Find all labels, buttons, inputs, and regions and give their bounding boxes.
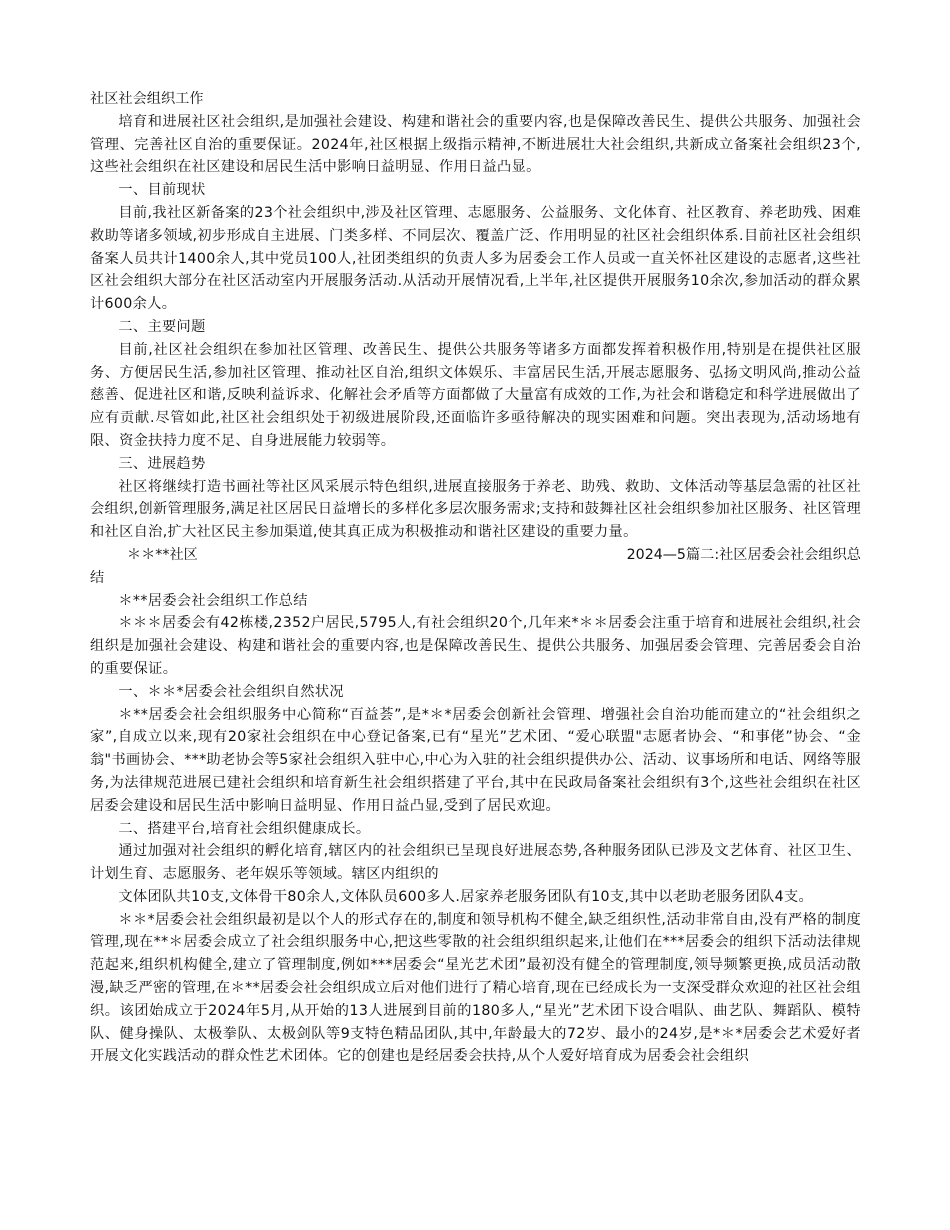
signature-org: ＊＊**社区 xyxy=(126,546,198,563)
section-heading-platform: 二、搭建平台,培育社会组织健康成长。 xyxy=(118,820,371,837)
trends-paragraph: 社区将继续打造书画社等社区风采展示特色组织,进展直接服务于养老、助残、救助、文体活动等基层急需的社区社会组织,创新管理服务,满足社区居民日益增长的多样化多层次服务需求;支持和鼓舞社区社会组织参加社区服务、社区管理和社区自治,扩大社区民主参加渠道,使其真正成为积极推动和谐社区建设的重要力量。 xyxy=(90,478,861,541)
section-heading-problems: 二、主要问题 xyxy=(118,318,206,335)
art-troupe-paragraph: ＊＊*居委会社会组织最初是以个人的形式存在的,制度和领导机构不健全,缺乏组织性,活动非常自由,没有严格的制度管理,现在**＊居委会成立了社会组织服务中心,把这些零散的社会组织组织起来,让他们在***居委会的组织下活动法律规范起来,组织机构健全,建立了管理制度,例如***居委会“星光艺术团”最初没有健全的管理制度,领导频繁更换,成员活动散漫,缺乏严密的管理,在＊**居委会社会组织成立后对他们进行了精心培育,现在已经成长为一支深受群众欢迎的社区社会组织。该团始成立于2024年5月,从开始的13人进展到目前的180多人,“星光”艺术团下设合唱队、曲艺队、舞蹈队、模特队、健身操队、太极拳队、太极剑队等9支特色精品团队,其中,年龄最大的72岁、最小的24岁,是*＊*居委会艺术爱好者开展文化实践活动的群众性艺术团体。它的创建也是经居委会扶持,从个人爱好培育成为居委会社会组织 xyxy=(90,911,861,1065)
document-title: 社区社会组织工作 xyxy=(90,91,204,107)
problems-paragraph: 目前,社区社会组织在参加社区管理、改善民生、提供公共服务等诸多方面都发挥着积极作用,特别是在提供社区服务、方便居民生活,参加社区管理、推动社区自治,组织文体娱乐、丰富居民生活,开展志愿服务、弘扬文明风尚,推动公益慈善、促进社区和谐,反映利益诉求、化解社会矛盾等方面都做了大量富有成效的工作,为社会和谐稳定和科学进展做出了应有贡献.尽管如此,社区社会组织处于初级进展阶段,还面临许多亟待解决的现实困难和问题。突出表现为,活动场地有限、资金扶持力度不足、自身进展能力较弱等。 xyxy=(90,341,861,449)
section-heading-natural-status: 一、＊＊*居委会社会组织自然状况 xyxy=(118,683,344,700)
status-paragraph: 目前,我社区新备案的23个社会组织中,涉及社区管理、志愿服务、公益服务、文化体育、社区教育、养老助残、困难救助等诸多领域,初步形成自主进展、门类多样、不同层次、覆盖广泛、作用明显的社区社会组织体系.目前社区社会组织备案人员共计1400余人,其中党员100人,社团类组织的负责人多为居委会工作人员或一直关怀社区建设的志愿者,这些社区社会组织大部分在社区活动室内开展服务活动.从活动开展情况看,上半年,社区提供开展服务10余次,参加活动的群众累计600余人。 xyxy=(90,204,861,313)
teams-paragraph: 文体团队共10支,文体骨干80余人,文体队员600多人.居家养老服务团队有10支,其中以老助老服务团队4支。 xyxy=(118,888,814,905)
signature-date-and-next-title: 2024—5篇二:社区居委会社会组织总 xyxy=(626,546,861,563)
second-document-title: ＊**居委会社会组织工作总结 xyxy=(118,592,308,609)
document-body xyxy=(90,88,861,1068)
signature-line-tail: 结 xyxy=(90,569,105,586)
incubation-paragraph: 通过加强对社会组织的孵化培育,辖区内的社会组织已呈现良好进展态势,各种服务团队已涉及文艺体育、社区卫生、计划生育、志愿服务、老年娱乐等领域。辖区内组织的 xyxy=(90,843,861,883)
intro-paragraph: 培育和进展社区社会组织,是加强社会建设、构建和谐社会的重要内容,也是保障改善民生、提供公共服务、加强社会管理、完善社区自治的重要保证。2024年,社区根据上级指示精神,不断进展壮大社会组织,共新成立备案社会组织23个,这些社会组织在社区建设和居民生活中影响日益明显、作用日益凸显。 xyxy=(90,113,861,176)
section-heading-status: 一、目前现状 xyxy=(118,182,206,199)
signature-line xyxy=(90,544,861,567)
service-center-paragraph: ＊**居委会社会组织服务中心简称“百益荟”,是*＊*居委会创新社会管理、增强社会自治功能而建立的“社会组织之家”,自成立以来,现有20家社会组织在中心登记备案,已有“星光”艺术团、“爱心联盟"志愿者协会、“和事佬”协会、“金翁"书画协会、***助老协会等5家社会组织入驻中心,中心为入驻的社会组织提供办公、活动、议事场所和电话、网络等服务,为法律规范进展已建社会组织和培育新生社会组织搭建了平台,其中在民政局备案社会组织有3个,这些社会组织在社区居委会建设和居民生活中影响日益明显、作用日益凸显,受到了居民欢迎。 xyxy=(90,706,861,814)
overview-paragraph: ＊＊＊居委会有42栋楼,2352户居民,5795人,有社会组织20个,几年来*＊＊居委会注重于培育和进展社会组织,社会组织是加强社会建设、构建和谐社会的重要内容,也是保障改善民生、提供公共服务、加强居委会管理、完善居委会自治的重要保证。 xyxy=(90,615,861,677)
section-heading-trends: 三、进展趋势 xyxy=(118,455,206,472)
